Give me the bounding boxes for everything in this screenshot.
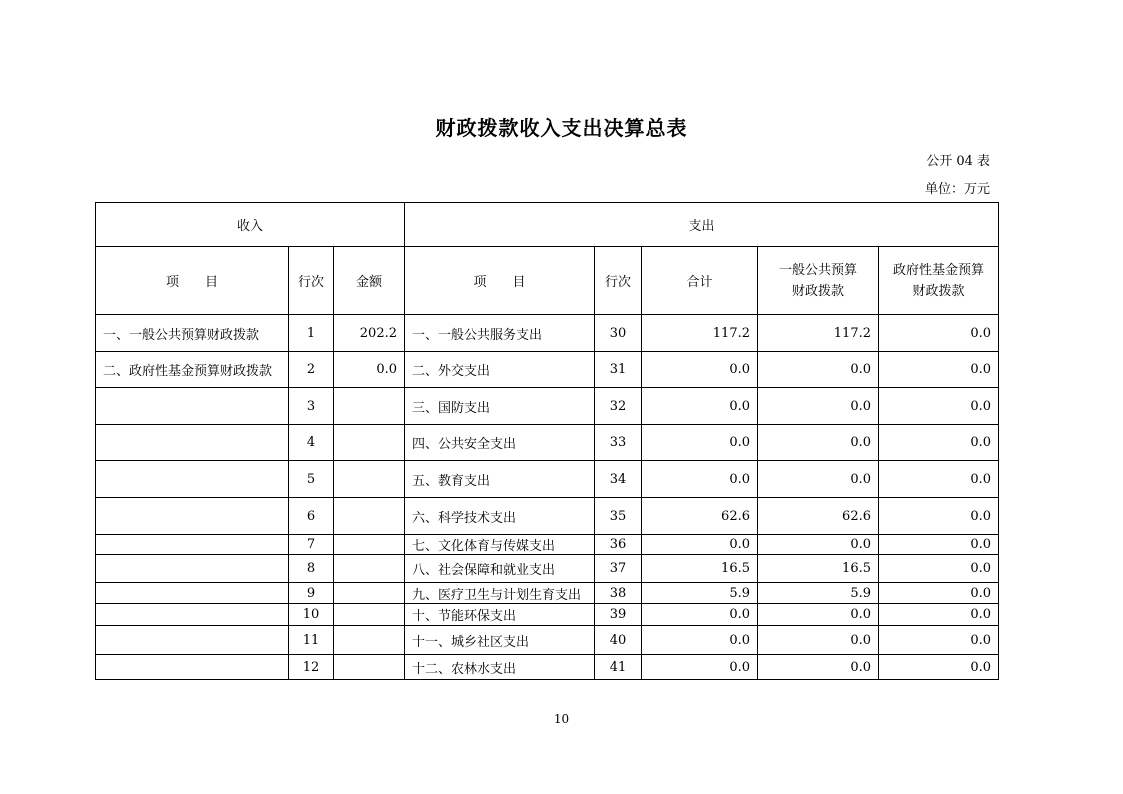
table-row [96,583,999,604]
income-line-cell: 1 [289,315,334,352]
expense-line-cell: 41 [595,655,642,680]
income-line-cell: 11 [289,626,334,655]
expense-line-header: 行次 [595,247,642,315]
income-item-cell: 二、政府性基金预算财政拨款 [96,352,289,388]
income-amount-cell [334,425,405,461]
income-header: 收入 [96,203,405,247]
total-cell: 0.0 [642,655,758,680]
form-number: 公开 04 表 [926,154,990,169]
general-budget-cell: 0.0 [758,425,879,461]
fund-budget-cell: 0.0 [879,388,999,425]
income-line-cell: 10 [289,604,334,626]
fund-budget-cell: 0.0 [879,425,999,461]
income-line-cell: 4 [289,425,334,461]
total-cell: 62.6 [642,498,758,535]
expense-item-header: 项 目 [405,247,595,315]
income-item-cell [96,655,289,680]
fund-budget-cell: 0.0 [879,535,999,555]
income-item-cell [96,388,289,425]
expense-line-cell: 32 [595,388,642,425]
income-item-cell [96,626,289,655]
table-row [96,425,999,461]
expense-item-cell: 十一、城乡社区支出 [405,626,595,655]
income-line-cell: 7 [289,535,334,555]
expense-header: 支出 [405,203,999,247]
table-row [96,498,999,535]
page-title: 财政拨款收入支出决算总表 [435,116,688,140]
general-budget-header-line1: 一般公共预算 [778,262,857,278]
unit-label: 单位：万元 [924,182,990,197]
fund-budget-cell: 0.0 [879,315,999,352]
expense-line-cell: 33 [595,425,642,461]
income-item-cell [96,604,289,626]
table-row [96,655,999,680]
expense-item-cell: 一、一般公共服务支出 [405,315,595,352]
general-budget-cell: 0.0 [758,626,879,655]
general-budget-header-line2: 财政拨款 [791,283,844,299]
fund-budget-cell: 0.0 [879,461,999,498]
total-cell: 0.0 [642,388,758,425]
fund-budget-header [879,247,999,315]
income-item-cell [96,461,289,498]
budget-table [95,202,999,680]
table-row [96,535,999,555]
table-row [96,461,999,498]
income-amount-cell [334,583,405,604]
fund-budget-cell: 0.0 [879,555,999,583]
total-cell: 0.0 [642,461,758,498]
income-item-cell: 一、一般公共预算财政拨款 [96,315,289,352]
expense-item-cell: 七、文化体育与传媒支出 [405,535,595,555]
general-budget-cell: 117.2 [758,315,879,352]
fund-budget-cell: 0.0 [879,498,999,535]
general-budget-cell: 5.9 [758,583,879,604]
table-row [96,315,999,352]
income-amount-cell: 202.2 [334,315,405,352]
general-budget-cell: 16.5 [758,555,879,583]
expense-item-cell: 十、节能环保支出 [405,604,595,626]
general-budget-cell: 0.0 [758,352,879,388]
income-line-cell: 2 [289,352,334,388]
expense-item-cell: 二、外交支出 [405,352,595,388]
income-amount-cell [334,498,405,535]
expense-line-cell: 38 [595,583,642,604]
expense-line-cell: 40 [595,626,642,655]
expense-line-cell: 39 [595,604,642,626]
total-header: 合计 [642,247,758,315]
general-budget-header [758,247,879,315]
expense-line-cell: 34 [595,461,642,498]
table-row [96,604,999,626]
fund-budget-cell: 0.0 [879,352,999,388]
income-amount-cell [334,555,405,583]
expense-line-cell: 30 [595,315,642,352]
income-line-cell: 8 [289,555,334,583]
expense-item-cell: 四、公共安全支出 [405,425,595,461]
income-line-cell: 9 [289,583,334,604]
table-row [96,555,999,583]
table-row [96,626,999,655]
expense-line-cell: 37 [595,555,642,583]
total-cell: 0.0 [642,352,758,388]
fund-budget-cell: 0.0 [879,655,999,680]
income-line-cell: 6 [289,498,334,535]
total-cell: 0.0 [642,626,758,655]
expense-line-cell: 35 [595,498,642,535]
total-cell: 5.9 [642,583,758,604]
general-budget-cell: 0.0 [758,535,879,555]
income-line-header: 行次 [289,247,334,315]
total-cell: 16.5 [642,555,758,583]
income-item-cell [96,498,289,535]
fund-budget-cell: 0.0 [879,626,999,655]
page-number: 10 [553,712,570,726]
total-cell: 117.2 [642,315,758,352]
general-budget-cell: 62.6 [758,498,879,535]
income-amount-cell [334,535,405,555]
income-line-cell: 5 [289,461,334,498]
expense-item-cell: 八、社会保障和就业支出 [405,555,595,583]
income-line-cell: 3 [289,388,334,425]
income-amount-cell [334,655,405,680]
fund-budget-cell: 0.0 [879,604,999,626]
income-item-cell [96,555,289,583]
expense-item-cell: 九、医疗卫生与计划生育支出 [405,583,595,604]
expense-item-cell: 五、教育支出 [405,461,595,498]
income-amount-cell: 0.0 [334,352,405,388]
fund-budget-header-line1: 政府性基金预算 [892,262,984,278]
income-amount-cell [334,626,405,655]
income-item-cell [96,425,289,461]
table-row [96,388,999,425]
income-item-cell [96,535,289,555]
table-row [96,352,999,388]
income-amount-cell [334,461,405,498]
general-budget-cell: 0.0 [758,655,879,680]
total-cell: 0.0 [642,535,758,555]
income-item-header: 项 目 [96,247,289,315]
header-row-top [96,203,999,247]
expense-item-cell: 十二、农林水支出 [405,655,595,680]
general-budget-cell: 0.0 [758,604,879,626]
income-amount-cell [334,604,405,626]
general-budget-cell: 0.0 [758,461,879,498]
income-item-cell [96,583,289,604]
income-line-cell: 12 [289,655,334,680]
expense-line-cell: 36 [595,535,642,555]
general-budget-cell: 0.0 [758,388,879,425]
total-cell: 0.0 [642,604,758,626]
expense-item-cell: 三、国防支出 [405,388,595,425]
expense-line-cell: 31 [595,352,642,388]
fund-budget-header-line2: 财政拨款 [912,283,965,299]
total-cell: 0.0 [642,425,758,461]
expense-item-cell: 六、科学技术支出 [405,498,595,535]
fund-budget-cell: 0.0 [879,583,999,604]
header-row-columns [96,247,999,315]
income-amount-header: 金额 [334,247,405,315]
income-amount-cell [334,388,405,425]
